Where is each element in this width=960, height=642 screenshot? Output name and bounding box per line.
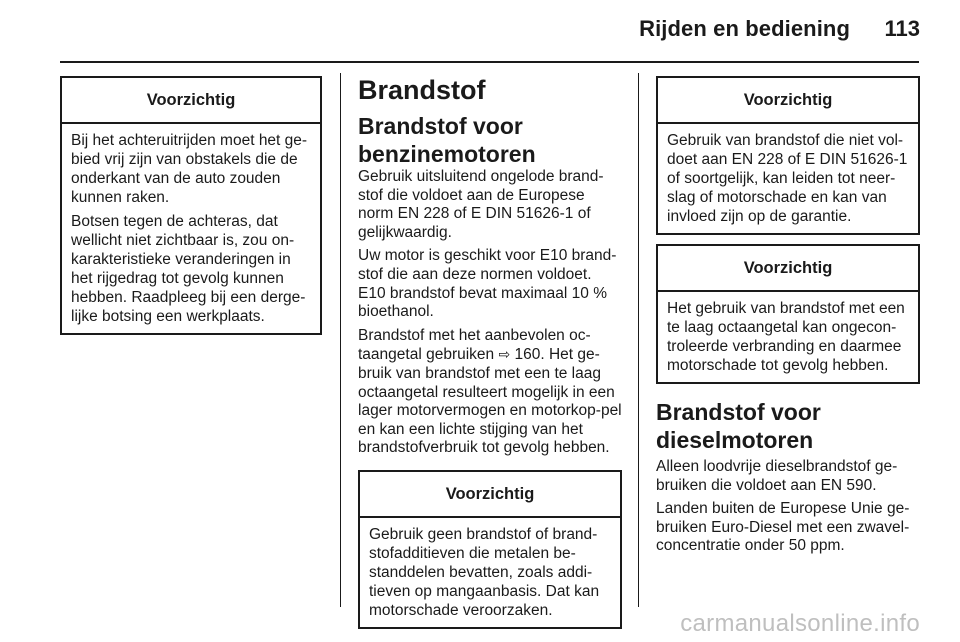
caution-title: Voorzichtig: [62, 78, 320, 124]
subheading-benzine: Brandstof voor benzinemotoren: [358, 113, 536, 167]
caution-box-additives: [358, 470, 622, 629]
body-text: Brandstof met het aanbevolen oc-taangetal gebruiken: [358, 326, 591, 364]
section-title: Rijden en bediening: [639, 16, 850, 41]
caution-box-octane: [656, 244, 920, 384]
column-divider-left: [340, 73, 341, 607]
caution-body: [360, 518, 620, 627]
page-reference-icon: ⇨: [498, 346, 511, 363]
caution-title: Voorzichtig: [658, 78, 918, 124]
caution-title: Voorzichtig: [658, 246, 918, 292]
page-header: [0, 0, 960, 62]
page-number: 113: [884, 16, 920, 41]
caution-body: [658, 292, 918, 382]
caution-paragraph: Gebruik geen brandstof of brand-stofadditieven die metalen be-standdelen bevatten, zoals addi-tieven op mangaanbasis. Dat kan motorschade veroorzaken.: [369, 525, 600, 619]
left-column: [60, 76, 322, 335]
body-paragraph: Uw motor is geschikt voor E10 brand-stof die aan deze normen voldoet. E10 brandstof bevat maximaal 10 % bioethanol.: [358, 247, 617, 321]
caution-paragraph: Botsen tegen de achteras, dat wellicht niet zichtbaar is, zou on-karakteristieke veranderingen in het rijgedrag tot gevolg kunnen hebben. Raadpleeg bij een derge-lijke botsing een werkplaats.: [71, 213, 306, 325]
subheading-diesel: Brandstof voor dieselmotoren: [656, 399, 821, 453]
body-paragraph: Gebruik uitsluitend ongelode brand-stof die voldoet aan de Europese norm EN 228 of E DIN 51626-1 of gelijkwaardig.: [358, 168, 604, 241]
middle-column: [358, 74, 622, 629]
caution-body: [658, 124, 918, 233]
caution-body: [62, 124, 320, 333]
body-paragraph: Landen buiten de Europese Unie ge-bruiken Euro-Diesel met een zwavel-concentratie onder 50 ppm.: [656, 500, 910, 555]
caution-title: Voorzichtig: [360, 472, 620, 518]
caution-paragraph: Gebruik van brandstof die niet vol-doet aan EN 228 of E DIN 51626-1 of soortgelijk, kan leiden tot neer-slag of motorschade en kan van invloed zijn op de garantie.: [667, 132, 908, 225]
header-rule: [60, 61, 919, 63]
caution-paragraph: Bij het achteruitrijden moet het ge-bied vrij zijn van obstakels die de onderkant van de auto zouden kunnen raken.: [71, 132, 308, 206]
caution-paragraph: Het gebruik van brandstof met een te laag octaangetal kan ongecon-troleerde verbranding en daarmee motorschade tot gevolg hebben.: [667, 300, 905, 374]
body-text: 160. Het ge-bruik van brandstof met een te laag octaangetal resulteert mogelijk in een lager motorvermogen en motorkop-pel en kan een lichte stijging van het brandstofverbruik tot gevolg hebben.: [358, 346, 622, 457]
diesel-section: [656, 398, 920, 556]
watermark: carmanualsonline.info: [680, 610, 920, 637]
right-column: [656, 76, 920, 556]
column-divider-right: [638, 73, 639, 607]
body-paragraph-octane: [358, 327, 622, 458]
caution-box-norm: [656, 76, 920, 235]
body-paragraph: Alleen loodvrije dieselbrandstof ge-bruiken die voldoet aan EN 590.: [656, 458, 898, 494]
section-heading-brandstof: Brandstof: [358, 75, 486, 105]
caution-box-rear: [60, 76, 322, 335]
